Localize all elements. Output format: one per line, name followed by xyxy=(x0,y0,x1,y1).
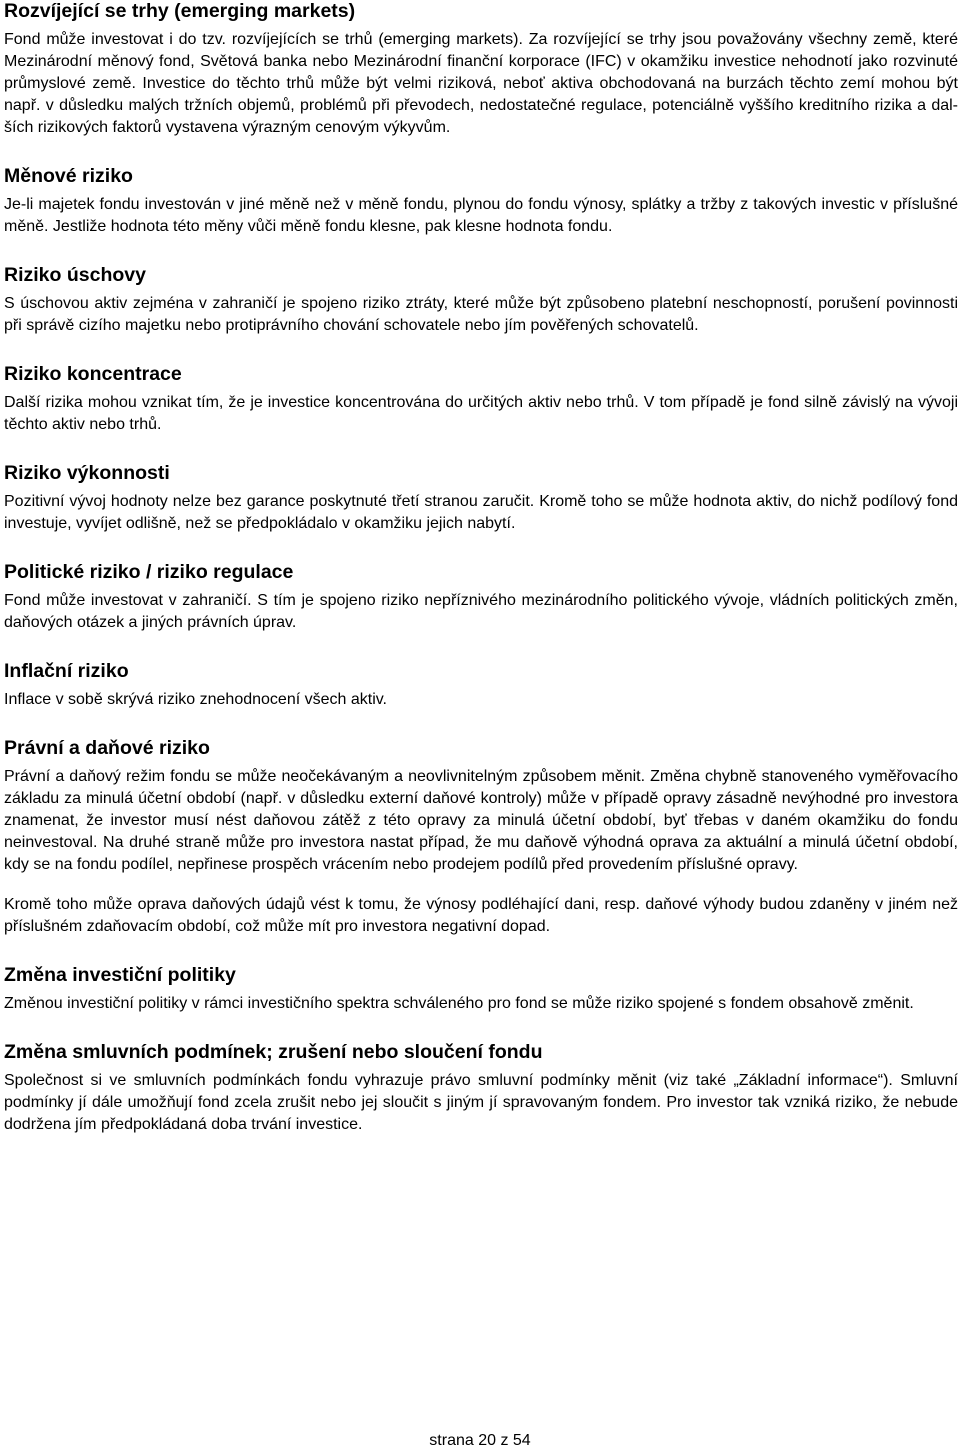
section-custody-risk xyxy=(4,264,958,337)
section-heading: Změna investiční politiky xyxy=(4,964,236,986)
section-paragraph: Pozitivní vývoj hodnoty nelze bez garance poskytnuté třetí stranou zaručit. Kromě toho se může hodnota aktiv, do nichž podílový fond investuje, vyvíjet odlišně, než se předpokládalo v okamžiku jejich nabytí. xyxy=(4,493,958,532)
section-paragraph: Společnost si ve smluvních podmínkách fondu vyhrazuje právo smluvní podmínky měnit (viz také „Základní informace“). Smluvní podmínky jí dále umožňují fond zcela zrušit nebo jej sloučit s jiným jí spravovaným fondem. Pro investor tak vzniká riziko, že nebude dodržena jím předpokládaná doba trvání investice. xyxy=(4,1072,958,1133)
section-legal-tax-risk xyxy=(4,737,958,938)
section-paragraph: Je-li majetek fondu investován v jiné měně než v měně fondu, plynou do fondu výnosy, splátky a tržby z takových investic v příslušné měně. Jestliže hodnota této měny vůči měně fondu klesne, pak klesne hodnota fondu. xyxy=(4,196,958,235)
section-heading: Měnové riziko xyxy=(4,165,133,187)
section-paragraph: Změnou investiční politiky v rámci investičního spektra schváleného pro fond se může riziko spojené s fondem obsahově změnit. xyxy=(4,995,914,1012)
section-heading: Riziko výkonnosti xyxy=(4,462,170,484)
section-concentration-risk xyxy=(4,363,958,436)
section-emerging-markets xyxy=(4,0,958,139)
section-paragraph: Právní a daňový režim fondu se může neočekávaným a neovlivnitelným způsobem měnit. Změna chybně stanoveného vyměřovacího základu za minulá účetní období (např. v důsledku externí daňové kontroly) může v případě opravy zásadně nevýhodné pro investora znamenat, že investor musí nést daňovou zátěž z této opravy za minulá účetní období, byť třebas v daném okamžiku do fondu neinvestoval. Na druhé straně může pro investora nastat případ, že mu daňově výhodná oprava za aktuální a minulá účetní období, kdy se na fondu podílel, nepřinese prospěch vrácením nebo prodejem podílů před provedením příslušné opravy. xyxy=(4,768,958,873)
section-performance-risk xyxy=(4,462,958,535)
section-terms-change xyxy=(4,1041,958,1136)
section-investment-policy-change xyxy=(4,964,958,1015)
section-paragraph: Fond může investovat i do tzv. rozvíjejících se trhů (emerging markets). Za rozvíjející se trhy jsou považovány všechny země, které Mezinárodní měnový fond, Světová banka nebo Mezinárodní finanční korporace (IFC) v okamžiku investice nehodnotí jako rozvinuté průmyslové země. Investice do těchto trhů může být velmi riziková, neboť aktiva obchodovaná na burzách těchto zemí mohou být např. v důsledku malých tržních objemů, problémů při převodech, nedostatečné regulace, potenciálně vyššího kreditního rizika a dalších rizikových faktorů vystavena výrazným cenovým výkyvům. xyxy=(4,31,958,136)
section-heading: Riziko koncentrace xyxy=(4,363,182,385)
section-heading: Inflační riziko xyxy=(4,660,129,682)
section-paragraph: S úschovou aktiv zejména v zahraničí je spojeno riziko ztráty, které může být způsobeno platební neschopností, porušení povinnosti při správě cizího majetku nebo protiprávního chování schovatele nebo jím pověřených schovatelů. xyxy=(4,295,958,334)
section-currency-risk xyxy=(4,165,958,238)
section-inflation-risk xyxy=(4,660,958,711)
page-number: strana 20 z 54 xyxy=(429,1432,531,1449)
document-page xyxy=(4,0,958,1162)
section-heading: Změna smluvních podmínek; zrušení nebo sloučení fondu xyxy=(4,1041,543,1063)
section-heading: Politické riziko / riziko regulace xyxy=(4,561,294,583)
section-paragraph: Inflace v sobě skrývá riziko znehodnocení všech aktiv. xyxy=(4,691,387,708)
section-political-risk xyxy=(4,561,958,634)
section-paragraph: Další rizika mohou vznikat tím, že je investice koncentrována do určitých aktiv nebo trhů. V tom případě je fond silně závislý na vývoji těchto aktiv nebo trhů. xyxy=(4,394,958,433)
section-paragraph: Kromě toho může oprava daňových údajů vést k tomu, že výnosy podléhající dani, resp. daňové výhody budou zdaněny v jiném než příslušném zdaňovacím období, což může mít pro investora negativní dopad. xyxy=(4,896,958,935)
section-heading: Právní a daňové riziko xyxy=(4,737,210,759)
section-heading: Rozvíjející se trhy (emerging markets) xyxy=(4,0,356,22)
section-heading: Riziko úschovy xyxy=(4,264,146,286)
section-paragraph: Fond může investovat v zahraničí. S tím je spojeno riziko nepříznivého mezinárodního politického vývoje, vládních politických změn, daňových otázek a jiných právních úprav. xyxy=(4,592,958,631)
